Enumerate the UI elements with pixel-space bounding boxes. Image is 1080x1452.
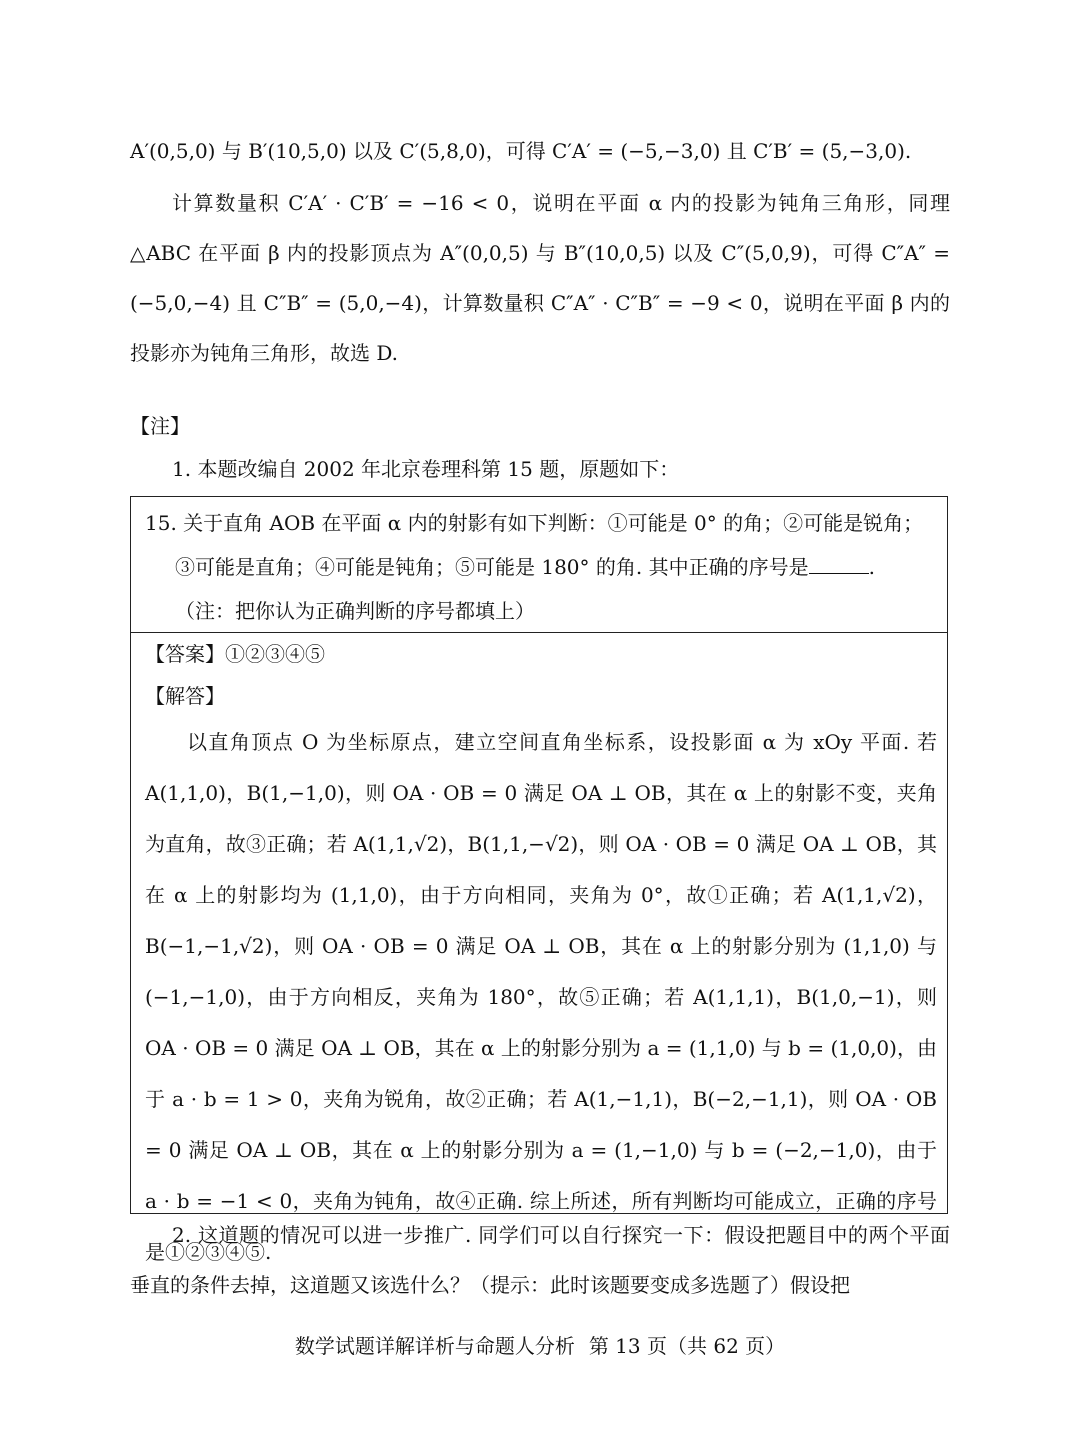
paragraph-dot-product: 计算数量积 C′A′ · C′B′ = −16 < 0，说明在平面 α 内的投影为钝角三角形，同理 △ABC 在平面 β 内的投影顶点为 A″(0,0,5) 与 B″(10,0,5) 以及 C″(5,0,9)，可得 C″A″ = (−5,0,−4) 且 C″B″ = (5,0,−4)，计算数量积 C″A″ · C″B″ = −9 < 0，说明在平面 β 内的投影亦为钝角三角形，故选 D. (130, 191, 950, 365)
footer-title: 数学试题详解详析与命题人分析 (294, 1334, 575, 1358)
page-footer (0, 1326, 1080, 1366)
paragraph-projection-alpha: A′(0,5,0) 与 B′(10,5,0) 以及 C′(5,8,0)，可得 C′A′ = (−5,−3,0) 且 C′B′ = (5,−3,0). (130, 139, 912, 163)
answer-blank (809, 555, 869, 574)
original-answer (131, 633, 947, 1278)
original-question (131, 497, 947, 633)
note-item-1: 1. 本题改编自 2002 年北京卷理科第 15 题，原题如下： (172, 457, 680, 481)
question-line-3: （注：把你认为正确判断的序号都填上） (175, 599, 535, 623)
paragraph-generalization: 2. 这道题的情况可以进一步推广. 同学们可以自行探究一下：假设把题目中的两个平面垂直的条件去掉，这道题又该选什么？（提示：此时该题要变成多选题了）假设把 (130, 1223, 950, 1297)
answer-line: 【答案】①②③④⑤ (145, 642, 325, 666)
question-line-2 (145, 545, 935, 589)
note-heading: 【注】 (130, 414, 190, 438)
question-line-2-text: ③可能是直角；④可能是钝角；⑤可能是 180° 的角. 其中正确的序号是 (175, 555, 809, 579)
question-line-1: 15. 关于直角 AOB 在平面 α 内的射影有如下判断：①可能是 0° 的角；②可能是锐角； (145, 511, 924, 535)
solution-text: 以直角顶点 O 为坐标原点，建立空间直角坐标系，设投影面 α 为 xOy 平面. 若 A(1,1,0)，B(1,−1,0)，则 OA · OB = 0 满足 OA ⊥ OB，其在 α 上的射影不变，夹角为直角，故③正确；若 A(1,1,√2)，B(1,1,−√2)，则 OA · OB = 0 满足 OA ⊥ OB，其在 α 上的射影均为 (1,1,0)，由于方向相同，夹角为 0°，故①正确；若 A(1,1,√2)，B(−1,−1,√2)，则 OA · OB = 0 满足 OA ⊥ OB，其在 α 上的射影分别为 (1,1,0) 与 (−1,−1,0)，由于方向相反，夹角为 180°，故⑤正确；若 A(1,1,1)，B(1,0,−1)，则 OA · OB = 0 满足 OA ⊥ OB，其在 α 上的射影分别为 a = (1,1,0) 与 b = (1,0,0)，由于 a · b = 1 > 0，夹角为锐角，故②正确；若 A(1,−1,1)，B(−2,−1,1)，则 OA · OB = 0 满足 OA ⊥ OB，其在 α 上的射影分别为 a = (1,−1,0) 与 b = (−2,−1,0)，由于 a · b = −1 < 0，夹角为钝角，故④正确. 综上所述，所有判断均可能成立，正确的序号是①②③④⑤. (145, 730, 937, 1264)
question-line-2-end: . (868, 555, 875, 579)
footer-page-number: 第 13 页（共 62 页） (588, 1334, 786, 1358)
solution-label: 【解答】 (145, 684, 225, 708)
